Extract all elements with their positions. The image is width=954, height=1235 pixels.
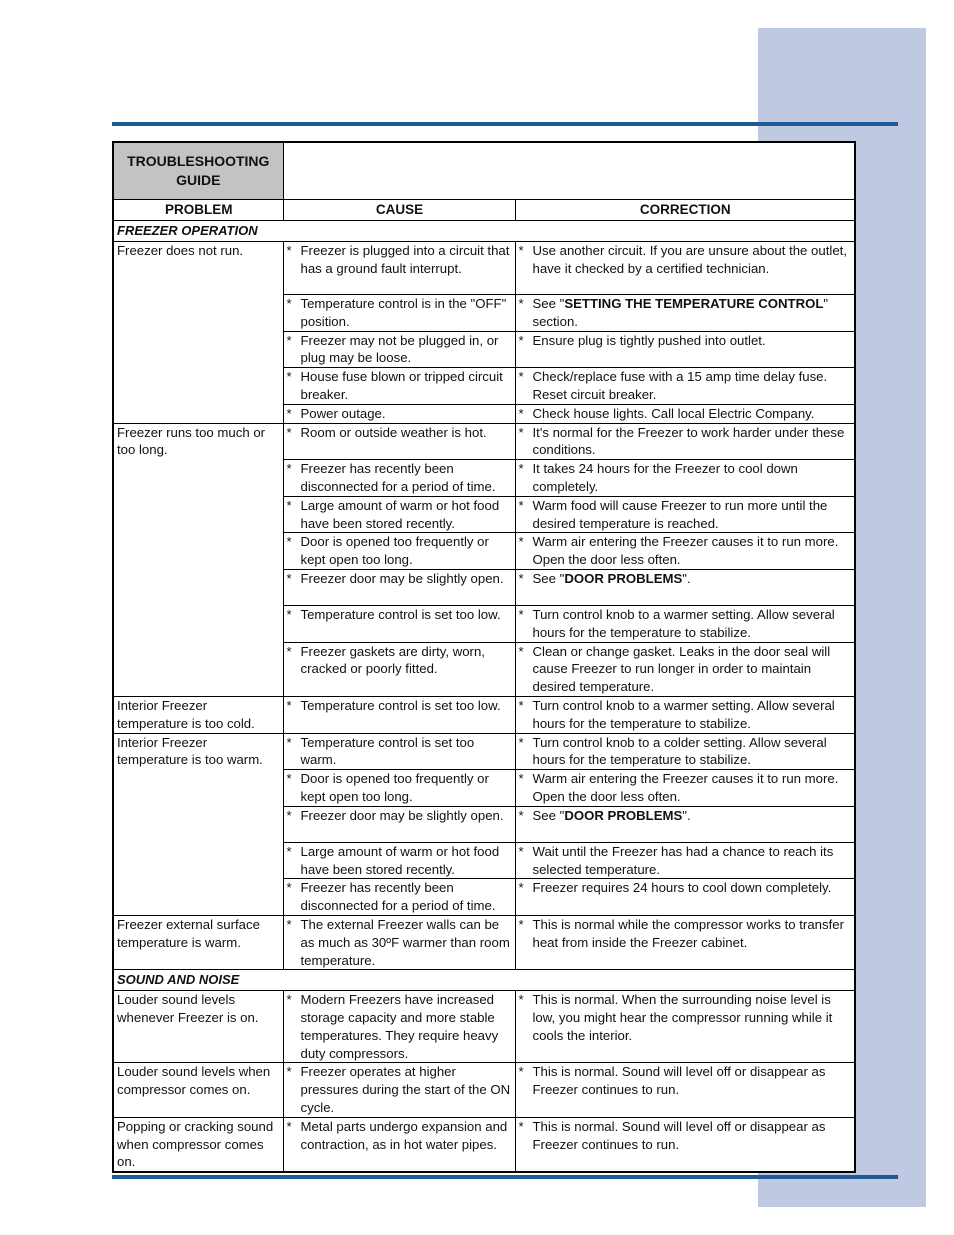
correction-cell [515, 460, 855, 497]
cause-cell-text: Freezer has recently been disconnected for a period of time. [300, 880, 496, 914]
correction-pre: See " [532, 807, 565, 823]
correction-reference: DOOR PROBLEMS [564, 807, 683, 823]
correction-post: ". [682, 807, 691, 823]
bullet-asterisk: * [518, 424, 524, 440]
correction-cell-text: It takes 24 hours for the Freezer to cool down completely. [532, 461, 798, 494]
bullet-asterisk: * [518, 243, 524, 258]
bullet-asterisk: * [286, 332, 292, 348]
cause-cell-text: The external Freezer walls can be as much as 30ºF warmer than room temperature. [300, 916, 510, 968]
correction-cell [515, 879, 855, 916]
cause-cell [283, 1063, 515, 1117]
bullet-asterisk: * [518, 405, 524, 421]
bullet-asterisk: * [286, 369, 292, 385]
cause-cell-bullet [287, 770, 513, 806]
correction-cell-bullet [519, 405, 853, 423]
problem-cell: Interior Freezer temperature is too cold. [113, 696, 283, 733]
cause-cell [283, 242, 515, 295]
cause-cell-text: Large amount of warm or hot food have been stored recently. [300, 843, 500, 877]
cause-cell-text: Metal parts undergo expansion and contraction, as in hot water pipes. [300, 1118, 508, 1152]
correction-cell [515, 423, 855, 460]
correction-cell [515, 533, 855, 570]
problem-cell: Freezer external surface temperature is warm. [113, 915, 283, 969]
cause-cell-bullet [287, 606, 513, 624]
bullet-asterisk: * [286, 606, 292, 622]
cause-cell-bullet [287, 368, 513, 404]
correction-cell [515, 404, 855, 423]
cause-cell-bullet [287, 879, 513, 915]
correction-cell-text: This is normal. Sound will level off or disappear as Freezer continues to run. [532, 1064, 826, 1098]
bullet-asterisk: * [286, 843, 292, 859]
correction-cell-text: Turn control knob to a colder setting. Allow several hours for the temperature to stabilize. [532, 734, 827, 768]
cause-cell-bullet [287, 643, 513, 679]
cause-cell [283, 496, 515, 533]
problem-cell: Freezer does not run. [113, 242, 283, 424]
bullet-asterisk: * [286, 916, 292, 932]
correction-pre: See " [532, 570, 565, 586]
cause-cell-text: Temperature control is set too low. [300, 697, 501, 713]
correction-cell [515, 1117, 855, 1172]
bullet-asterisk: * [286, 1064, 292, 1080]
correction-cell [515, 915, 855, 969]
cause-cell-text: Temperature control is set too warm. [300, 734, 475, 768]
bullet-asterisk: * [518, 771, 524, 787]
correction-cell-bullet [519, 295, 853, 331]
header-problem: PROBLEM [113, 200, 283, 221]
correction-cell-text: Use another circuit. If you are unsure about the outlet, have it checked by a certified technician. [532, 243, 847, 276]
bullet-asterisk: * [518, 1064, 524, 1080]
correction-cell [515, 605, 855, 642]
correction-cell-bullet [519, 843, 853, 879]
correction-cell [515, 842, 855, 879]
cause-cell-bullet [287, 807, 513, 825]
bullet-asterisk: * [286, 1118, 292, 1134]
bullet-asterisk: * [518, 296, 524, 311]
correction-post: ". [682, 570, 691, 586]
cause-cell-bullet [287, 460, 513, 496]
bullet-asterisk: * [518, 461, 524, 477]
cause-cell [283, 605, 515, 642]
title-row [113, 142, 855, 200]
correction-cell-bullet [519, 424, 853, 460]
troubleshooting-table [112, 141, 856, 1173]
section-row [113, 221, 855, 242]
cause-cell [283, 642, 515, 696]
cause-cell-bullet [287, 424, 513, 442]
correction-cell-bullet [519, 1063, 853, 1099]
correction-cell-text: Check house lights. Call local Electric Company. [532, 405, 815, 421]
table-row [113, 991, 855, 1063]
correction-cell-text: It's normal for the Freezer to work harder under these conditions. [532, 424, 845, 458]
correction-reference: DOOR PROBLEMS [564, 570, 683, 586]
bullet-asterisk: * [286, 296, 292, 311]
table-row [113, 1117, 855, 1172]
correction-cell-text: Ensure plug is tightly pushed into outlet. [532, 332, 766, 348]
bullet-asterisk: * [286, 243, 292, 258]
correction-cell-bullet [519, 734, 853, 770]
cause-cell-text: Temperature control is in the "OFF" position. [300, 296, 507, 329]
cause-cell-text: Freezer gaskets are dirty, worn, cracked or poorly fitted. [300, 643, 485, 677]
cause-cell [283, 423, 515, 460]
table-row [113, 696, 855, 733]
bullet-asterisk: * [518, 697, 524, 713]
correction-cell [515, 242, 855, 295]
cause-cell-bullet [287, 1063, 513, 1116]
correction-cell-text: Check/replace fuse with a 15 amp time delay fuse. Reset circuit breaker. [532, 369, 828, 402]
problem-cell: Louder sound levels when compressor comes on. [113, 1063, 283, 1117]
cause-cell [283, 1117, 515, 1172]
correction-cell [515, 806, 855, 842]
cause-cell-text: Freezer door may be slightly open. [300, 570, 504, 586]
correction-cell-text: Warm food will cause Freezer to run more until the desired temperature is reached. [532, 497, 828, 531]
cause-cell [283, 404, 515, 423]
bullet-asterisk: * [286, 734, 292, 750]
correction-cell-bullet [519, 697, 853, 733]
correction-cell [515, 368, 855, 405]
cause-cell-bullet [287, 533, 513, 569]
correction-post: " section. [532, 296, 829, 329]
correction-cell-bullet [519, 497, 853, 533]
bullet-asterisk: * [286, 807, 292, 823]
cause-cell-bullet [287, 916, 513, 969]
cause-cell-bullet [287, 405, 513, 423]
bullet-asterisk: * [518, 643, 524, 659]
correction-cell-bullet [519, 242, 853, 278]
cause-cell [283, 533, 515, 570]
cause-cell [283, 770, 515, 807]
title-blank-cell [283, 142, 855, 200]
table-row [113, 242, 855, 295]
correction-cell-bullet [519, 807, 853, 825]
cause-cell-bullet [287, 570, 513, 588]
cause-cell-text: Large amount of warm or hot food have been stored recently. [300, 497, 500, 531]
correction-cell-bullet [519, 570, 853, 588]
correction-cell-text [533, 807, 853, 825]
correction-cell-text [533, 295, 853, 331]
bullet-asterisk: * [286, 697, 292, 713]
cause-cell-bullet [287, 295, 513, 331]
bullet-asterisk: * [518, 843, 524, 859]
cause-cell [283, 733, 515, 770]
cause-cell-text: House fuse blown or tripped circuit breaker. [300, 369, 503, 402]
bullet-asterisk: * [518, 1118, 524, 1134]
cause-cell-bullet [287, 991, 513, 1062]
cause-cell-text: Door is opened too frequently or kept open too long. [300, 771, 489, 804]
cause-cell-bullet [287, 734, 513, 770]
bullet-asterisk: * [518, 606, 524, 622]
section-row [113, 970, 855, 991]
problem-cell: Interior Freezer temperature is too warm. [113, 733, 283, 915]
correction-cell-bullet [519, 770, 853, 806]
bullet-asterisk: * [286, 992, 292, 1008]
correction-cell-text: Turn control knob to a warmer setting. Allow several hours for the temperature to stabilize. [532, 606, 835, 640]
table-row [113, 733, 855, 770]
correction-cell-text: Warm air entering the Freezer causes it to run more. Open the door less often. [532, 534, 839, 568]
correction-cell-text: Clean or change gasket. Leaks in the door seal will cause Freezer to run longer in order to maintain desired temperature. [532, 643, 831, 695]
bullet-asterisk: * [518, 807, 524, 823]
cause-cell-text: Modern Freezers have increased storage capacity and more stable temperatures. They require heavy duty compressors. [300, 992, 499, 1061]
table-body [113, 142, 855, 1172]
correction-cell [515, 991, 855, 1063]
correction-cell-bullet [519, 460, 853, 496]
bullet-asterisk: * [518, 570, 524, 586]
bullet-asterisk: * [286, 771, 292, 787]
correction-cell-bullet [519, 1118, 853, 1154]
guide-title: TROUBLESHOOTING GUIDE [113, 142, 283, 200]
cause-cell [283, 915, 515, 969]
cause-cell-text: Freezer is plugged into a circuit that has a ground fault interrupt. [300, 243, 510, 276]
cause-cell [283, 460, 515, 497]
correction-pre: See " [532, 296, 565, 311]
bullet-asterisk: * [518, 880, 524, 896]
problem-cell: Popping or cracking sound when compressor comes on. [113, 1117, 283, 1172]
cause-cell-bullet [287, 697, 513, 715]
cause-cell-text: Freezer may not be plugged in, or plug may be loose. [300, 332, 499, 366]
bullet-asterisk: * [518, 497, 524, 513]
correction-cell-bullet [519, 991, 853, 1044]
table-row [113, 915, 855, 969]
cause-cell [283, 331, 515, 368]
bullet-asterisk: * [286, 497, 292, 513]
bullet-asterisk: * [518, 369, 524, 385]
bullet-asterisk: * [518, 332, 524, 348]
cause-cell-text: Temperature control is set too low. [300, 606, 501, 622]
correction-cell [515, 331, 855, 368]
section-heading: SOUND AND NOISE [113, 970, 855, 991]
correction-cell-bullet [519, 916, 853, 952]
cause-cell [283, 696, 515, 733]
cause-cell [283, 879, 515, 916]
cause-cell-bullet [287, 843, 513, 879]
header-correction: CORRECTION [515, 200, 855, 221]
cause-cell-text: Freezer has recently been disconnected for a period of time. [300, 461, 496, 494]
correction-cell [515, 696, 855, 733]
cause-cell-bullet [287, 332, 513, 368]
cause-cell [283, 368, 515, 405]
correction-cell-bullet [519, 533, 853, 569]
bullet-asterisk: * [286, 880, 292, 896]
cause-cell [283, 295, 515, 332]
bullet-asterisk: * [286, 424, 292, 440]
cause-cell-text: Power outage. [300, 405, 386, 421]
correction-cell [515, 642, 855, 696]
cause-cell-bullet [287, 1118, 513, 1154]
bullet-asterisk: * [286, 461, 292, 477]
cause-cell [283, 842, 515, 879]
correction-cell [515, 496, 855, 533]
correction-cell-text: This is normal while the compressor works to transfer heat from inside the Freezer cabinet. [532, 916, 844, 950]
correction-cell-text [533, 570, 853, 588]
table-row [113, 423, 855, 460]
bullet-asterisk: * [518, 992, 524, 1008]
correction-cell-text: Freezer requires 24 hours to cool down completely. [532, 880, 832, 896]
correction-cell-text: Wait until the Freezer has had a chance to reach its selected temperature. [532, 843, 834, 877]
correction-cell-bullet [519, 332, 853, 350]
table-row [113, 1063, 855, 1117]
problem-cell: Louder sound levels whenever Freezer is on. [113, 991, 283, 1063]
correction-cell [515, 295, 855, 332]
bullet-asterisk: * [518, 916, 524, 932]
correction-cell [515, 733, 855, 770]
correction-cell [515, 1063, 855, 1117]
cause-cell-text: Freezer operates at higher pressures during the start of the ON cycle. [300, 1064, 511, 1116]
cause-cell-bullet [287, 242, 513, 278]
cause-cell-text: Door is opened too frequently or kept open too long. [300, 534, 489, 568]
correction-cell-bullet [519, 606, 853, 642]
cause-cell [283, 991, 515, 1063]
cause-cell-text: Freezer door may be slightly open. [300, 807, 504, 823]
correction-cell [515, 770, 855, 807]
cause-cell-text: Room or outside weather is hot. [300, 424, 487, 440]
correction-cell-bullet [519, 368, 853, 404]
correction-cell-bullet [519, 879, 853, 897]
cause-cell [283, 806, 515, 842]
correction-cell-text: This is normal. When the surrounding noise level is low, you might hear the compressor running while it cools the interior. [532, 992, 833, 1043]
correction-cell-text: Warm air entering the Freezer causes it to run more. Open the door less often. [532, 771, 839, 804]
bullet-asterisk: * [286, 643, 292, 659]
section-heading: FREEZER OPERATION [113, 221, 855, 242]
bullet-asterisk: * [286, 570, 292, 586]
problem-cell: Freezer runs too much or too long. [113, 423, 283, 696]
cause-cell-bullet [287, 497, 513, 533]
correction-reference: SETTING THE TEMPERATURE CONTROL [564, 296, 824, 311]
bullet-asterisk: * [286, 534, 292, 550]
bullet-asterisk: * [518, 734, 524, 750]
correction-cell [515, 569, 855, 605]
correction-cell-bullet [519, 643, 853, 696]
bullet-asterisk: * [286, 405, 292, 421]
cause-cell [283, 569, 515, 605]
bottom-rule [112, 1175, 898, 1179]
bullet-asterisk: * [518, 534, 524, 550]
top-rule [112, 122, 898, 126]
header-row [113, 200, 855, 221]
correction-cell-text: Turn control knob to a warmer setting. Allow several hours for the temperature to stabilize. [532, 697, 835, 731]
correction-cell-text: This is normal. Sound will level off or disappear as Freezer continues to run. [532, 1118, 826, 1152]
header-cause: CAUSE [283, 200, 515, 221]
